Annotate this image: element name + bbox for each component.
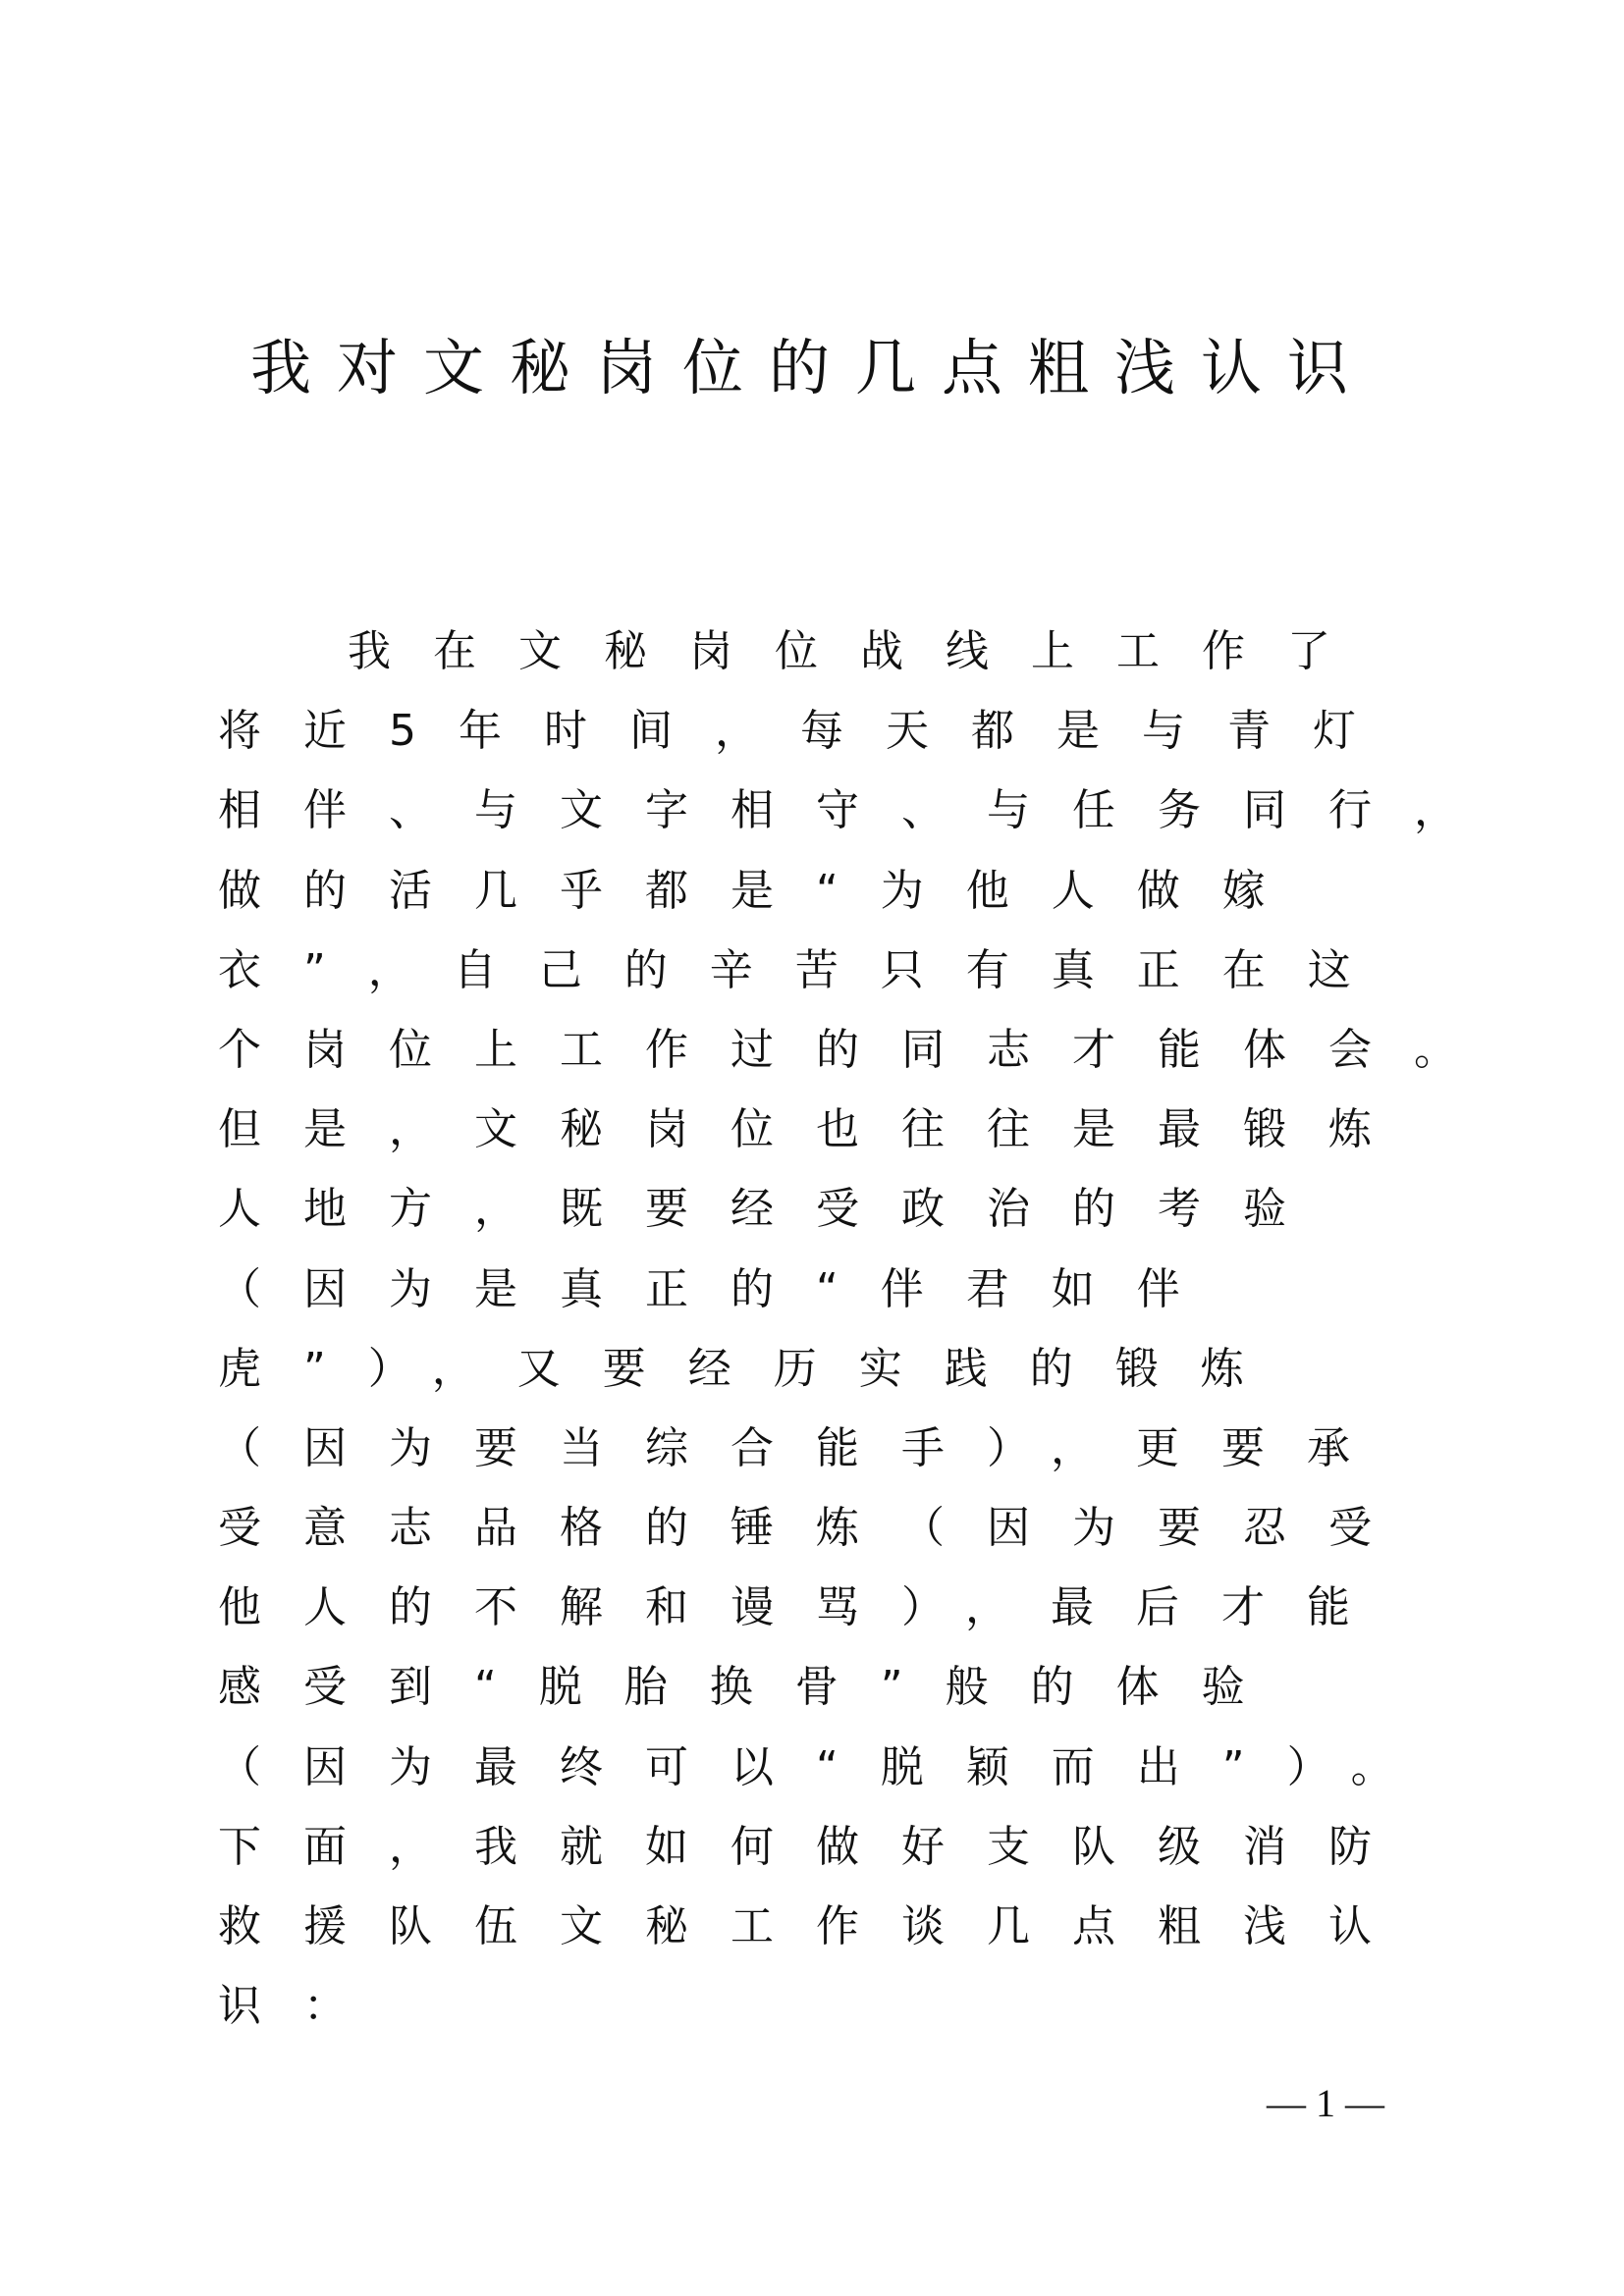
paragraph-line: 衣”，自己的辛苦只有真正在这 [218,944,1393,995]
document-title: 我对文秘岗位的几点粗浅认识 [249,332,1374,403]
paragraph-line: 做的活几乎都是“为他人做嫁 [218,865,1308,916]
paragraph-line: 虎”），又要经历实践的锻炼 [218,1343,1286,1394]
paragraph-line: 个岗位上工作过的同志才能体会。 [218,1024,1499,1075]
paragraph-line: 人地方，既要经受政治的考验 [218,1184,1328,1235]
paragraph-line: 下面，我就如何做好支队级消防 [218,1821,1414,1872]
paragraph-line: 但是，文秘岗位也往往是最锻炼 [218,1104,1414,1155]
paragraph-line: （因为要当综合能手），更要承 [218,1422,1392,1473]
paragraph-line: 相伴、与文字相守、与任务同行， [218,785,1499,836]
paragraph-line: 他人的不解和谩骂），最后才能 [218,1582,1392,1633]
paragraph-line: 将近5年时间，每天都是与青灯 [218,706,1398,757]
paragraph-line: 感受到“脱胎换骨”般的体验 [218,1662,1287,1713]
paragraph-line: 识： [218,1981,389,2032]
paragraph-line: 我在文秘岗位战线上工作了 [348,626,1373,676]
page-number: — 1 — [1267,2081,1384,2125]
paragraph-line: （因为是真正的“伴君如伴 [218,1263,1222,1314]
paragraph-line: （因为最终可以“脱颖而出”）。 [218,1741,1436,1792]
paragraph-line: 受意志品格的锤炼（因为要忍受 [218,1503,1414,1554]
body-paragraph [218,612,1499,2046]
paragraph-line: 救援队伍文秘工作谈几点粗浅认 [218,1901,1414,1951]
